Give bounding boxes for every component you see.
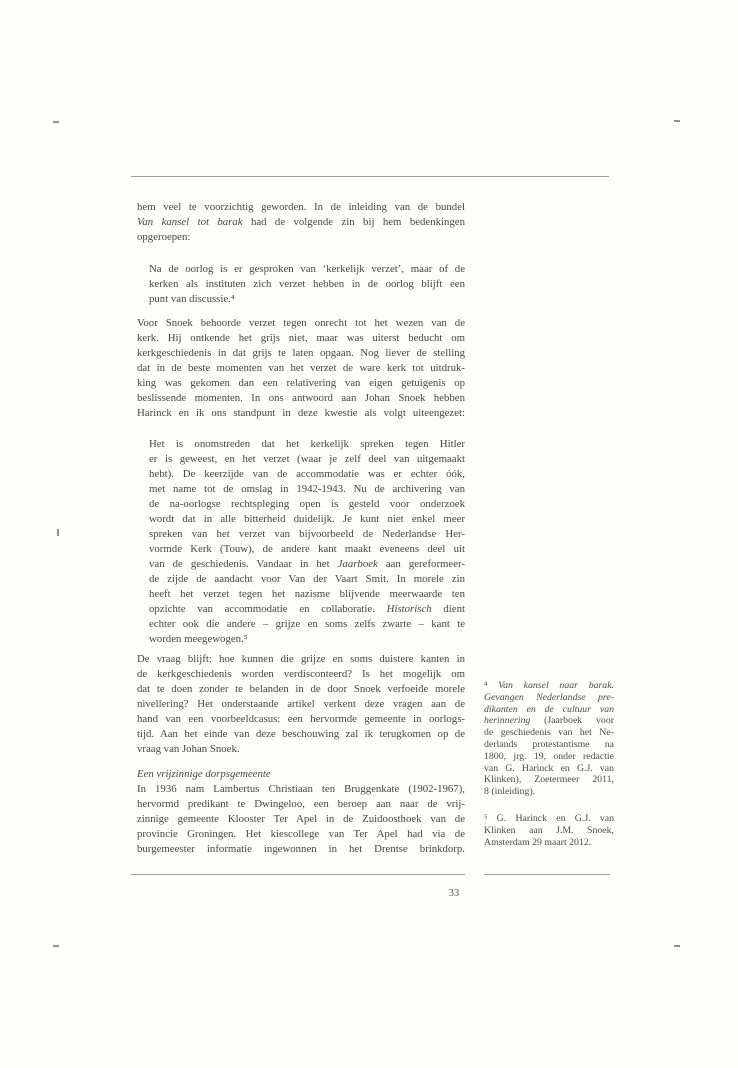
text-line: dat in de beste momenten van het verzet de ware kerk tot uitdruk- (137, 362, 465, 374)
paragraph (137, 782, 465, 857)
text-line: vormde Kerk (Touw), de andere kant maakt eveneens deel uit (149, 543, 465, 555)
text-line: dikanten en de cultuur van (484, 703, 614, 715)
footer-rule-main (131, 874, 465, 875)
text-line: herinnering (Jaarboek voor (484, 715, 614, 727)
text-line: Amsterdam 29 maart 2012. (484, 836, 592, 848)
footnote (484, 680, 614, 798)
text-line: worden meegewogen.⁵ (149, 633, 248, 645)
text-line: van G. Harinck en G.J. van (484, 762, 614, 774)
text-line: vraag van Johan Snoek. (137, 743, 240, 755)
text-line: heeft het verzet tegen het nazisme blijvende meerwaarde ten (149, 588, 465, 600)
text-line: opzichte van accommodatie en collaboratie. Historisch dient (149, 603, 465, 615)
paragraph (137, 652, 465, 757)
text-line: opgeroepen: (137, 231, 191, 243)
text-line: de na-oorlogse rechtspleging open is gesteld voor onderzoek (149, 498, 465, 510)
crop-mark-bottom-left (53, 945, 59, 947)
text-line: hebt). De keerzijde van de accommodatie was er echter óók, (149, 468, 465, 480)
text-line: echter ook die andere – grijze en soms zelfs zwarte – kant te (149, 618, 465, 630)
text-line: de kerkgeschiedenis worden verdisconteerd? Is het mogelijk om (137, 668, 465, 680)
text-line: wordt dat in alle bitterheid duidelijk. Je kunt niet enkel meer (149, 513, 465, 525)
footnote (484, 813, 614, 848)
text-line: ⁵ G. Harinck en G.J. van (484, 812, 614, 824)
registration-tick (57, 529, 59, 536)
text-line: kerk. Hij ontkende het grijs niet, maar was uiterst beducht om (137, 332, 465, 344)
text-line: tijd. Aan het einde van deze beschouwing zal ik terugkomen op de (137, 728, 465, 740)
block-quote (137, 437, 465, 647)
text-line: king was gekomen dan een relativering van eigen getuigenis op (137, 377, 465, 389)
text-line: beslissende momenten. In ons antwoord aan Johan Snoek hebben (137, 392, 465, 404)
text-line: kerkgeschiedenis in dat grijs te laten opgaan. Nog liever de stelling (137, 347, 465, 359)
text-line: Voor Snoek behoorde verzet tegen onrecht tot het wezen van de (137, 317, 465, 329)
text-line: de geschiedenis van het Ne- (484, 727, 614, 739)
footnote-column (484, 680, 614, 848)
text-line: kerken als instituten zich verzet hebben in de oorlog blijft een (149, 278, 465, 290)
text-line: De vraag blijft: hoe kunnen die grijze en soms duistere kanten in (137, 653, 465, 665)
text-line: derlands protestantisme na (484, 738, 614, 750)
text-line: van de geschiedenis. Vandaar in het Jaarboek aan gereformeer- (149, 558, 465, 570)
crop-mark-bottom-right (674, 945, 680, 947)
crop-mark-top-left (53, 121, 59, 123)
text-line: Een vrijzinnige dorpsgemeente (137, 768, 271, 780)
text-line: dat te doen zonder te belanden in de door Snoek verfoeide morele (137, 683, 465, 695)
text-line: provincie Groningen. Het kiescollege van Ter Apel had via de (137, 828, 465, 840)
footer-rule-footnotes (484, 874, 610, 875)
text-line: nivellering? Het onderstaande artikel verkent deze vragen aan de (137, 698, 465, 710)
text-line: er is geweest, en het verzet (waar je zelf deel van uitgemaakt (149, 453, 465, 465)
text-line: Het is onomstreden dat het kerkelijk spreken tegen Hitler (149, 438, 465, 450)
text-line: met name tot de omslag in 1942-1943. Nu de archivering van (149, 483, 465, 495)
page-number: 33 (448, 888, 460, 899)
main-text-column (137, 200, 465, 857)
text-line: Harinck en ik ons standpunt in deze kwestie als volgt uiteengezet: (137, 407, 465, 419)
section-heading (137, 767, 465, 782)
text-line: Van kansel tot barak had de volgende zin bij hem bedenkingen (137, 216, 465, 228)
text-line: Na de oorlog is er gesproken van ‘kerkelijk verzet’, maar of de (149, 263, 465, 275)
text-line: hervormd predikant te Dwingeloo, een beroep aan naar de vrij- (137, 798, 465, 810)
crop-mark-top-right (674, 120, 680, 122)
text-line: Klinken aan J.M. Snoek, (484, 824, 614, 836)
text-line: 1800, jrg. 19, onder redactie (484, 750, 614, 762)
paragraph (137, 200, 465, 245)
text-line: 8 (inleiding). (484, 786, 536, 798)
text-line: spreken van het verzet van bijvoorbeeld de Nederlandse Her- (149, 528, 465, 540)
text-line: burgemeester informatie ingewonnen in het Drentse brinkdorp. (137, 843, 465, 855)
text-line: de zijde de aandacht voor Van der Vaart Smit. In morele zin (149, 573, 465, 585)
block-quote (137, 262, 465, 307)
header-rule (131, 176, 609, 177)
text-line: Klinken), Zoetermeer 2011, (484, 774, 614, 786)
text-line: Gevangen Nederlandse pre- (484, 691, 614, 703)
text-line: hem veel te voorzichtig geworden. In de inleiding van de bundel (137, 201, 465, 213)
paragraph (137, 316, 465, 421)
text-line: hand van een voorbeeldcasus: een hervormde gemeente in oorlogs- (137, 713, 465, 725)
text-line: zinnige gemeente Klooster Ter Apel in de Zuidoosthoek van de (137, 813, 465, 825)
text-line: punt van discussie.⁴ (149, 293, 235, 305)
text-line: ⁴ Van kansel naar barak. (484, 680, 614, 691)
text-line: In 1936 nam Lambertus Christiaan ten Bruggenkate (1902-1967), (137, 783, 465, 795)
